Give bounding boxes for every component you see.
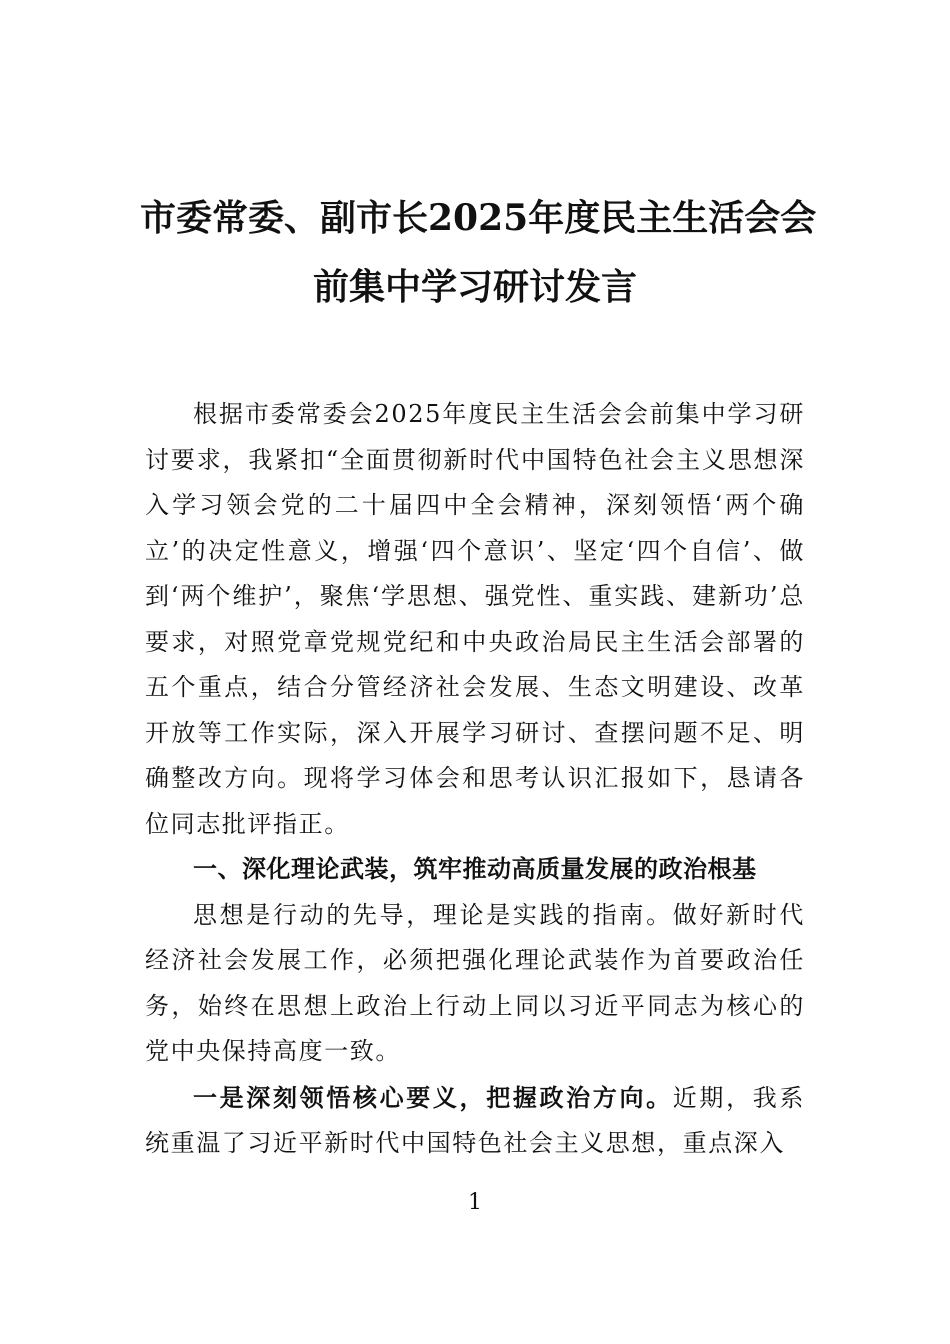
page-number: 1: [468, 1190, 482, 1215]
section-1-heading: 一、深化理论武装，筑牢推动高质量发展的政治根基: [193, 855, 757, 883]
point-1-text: 近期，我系统重温了习近平新时代中国特色社会主义思想，重点深入: [145, 1083, 805, 1157]
section-1-paragraph: 思想是行动的先导，理论是实践的指南。做好新时代经济社会发展工作，必须把强化理论武装作为首要政治任务，始终在思想上政治上行动上同以习近平同志为核心的党中央保持高度一致。: [145, 900, 805, 1065]
document-title-line-1: 市委常委、副市长2025年度民主生活会会: [140, 197, 817, 239]
point-1-lead: 一是深刻领悟核心要义，把握政治方向。: [193, 1082, 673, 1112]
document-body: [145, 392, 805, 1167]
intro-paragraph: 根据市委常委会2025年度民主生活会会前集中学习研讨要求，我紧扣“全面贯彻新时代中国特色社会主义思想深入学习领会党的二十届四中全会精神，深刻领悟‘两个确立’的决定性意义，增强‘四个意识’、坚定‘四个自信’、做到‘两个维护’，聚焦‘学思想、强党性、重实践、建新功’总要求，对照党章党规党纪和中央政治局民主生活会部署的五个重点，结合分管经济社会发展、生态文明建设、改革开放等工作实际，深入开展学习研讨、查摆问题不足、明确整改方向。现将学习体会和思考认识汇报如下，恳请各位同志批评指正。: [145, 400, 805, 838]
point-1-paragraph: [145, 1075, 805, 1167]
document-title-line-2: 前集中学习研讨发言: [312, 266, 637, 308]
